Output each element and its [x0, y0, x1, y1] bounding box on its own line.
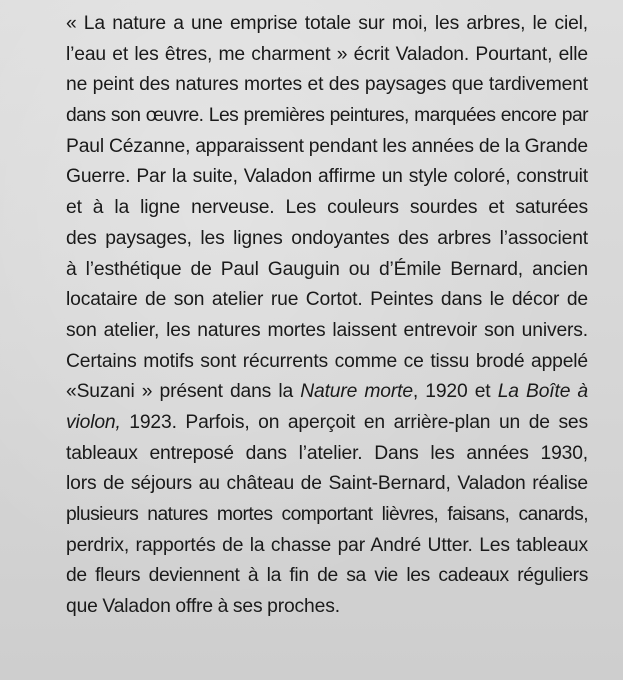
text-line-11: son atelier, les natures mortes laissent entrevoir son univers. [66, 319, 588, 341]
text-line-8: des paysages, les lignes ondoyantes des arbres l’associent [66, 227, 588, 249]
text-line-14: violon, 1923. Parfois, on aperçoit en arrière-plan un de ses [66, 411, 588, 433]
text-line-20: que Valadon offre à ses proches. [66, 596, 340, 618]
text-line-1: « La nature a une emprise totale sur moi, les arbres, le ciel, [66, 13, 588, 34]
text-line-18: perdrix, rapportés de la chasse par André Utter. Les tableaux [66, 534, 588, 556]
text-line-10: locataire de son atelier rue Cortot. Peintes dans le décor de [66, 289, 588, 311]
text-line-5: Paul Cézanne, apparaissent pendant les années de la Grande [66, 135, 588, 157]
text-line-6: Guerre. Par la suite, Valadon affirme un style coloré, construit [66, 166, 588, 188]
artwork-title-la-boite-a-violon-part2: violon, [66, 411, 121, 433]
text-line-15: tableaux entreposé dans l’atelier. Dans les années 1930, [66, 442, 588, 464]
text-line-7: et à la ligne nerveuse. Les couleurs sourdes et saturées [66, 197, 588, 219]
text-line-12: Certains motifs sont récurrents comme ce tissu brodé appelé [66, 350, 588, 372]
text-line-19: de fleurs deviennent à la fin de sa vie les cadeaux réguliers [66, 565, 588, 587]
text-line-9: à l’esthétique de Paul Gauguin ou d’Émile Bernard, ancien [66, 258, 588, 280]
text-line-4: dans son œuvre. Les premières peintures, marquées encore par [66, 105, 588, 127]
artwork-title-nature-morte: Nature morte [300, 381, 413, 403]
artwork-title-la-boite-a-violon-part1: La Boîte à [497, 381, 589, 403]
text-line-2: l’eau et les êtres, me charment » écrit Valadon. Pourtant, elle [66, 43, 588, 65]
text-line-13: «Suzani » présent dans la Nature morte, 1920 et La Boîte à [66, 381, 589, 403]
exhibition-wall-text [66, 9, 588, 623]
text-line-17: plusieurs natures mortes comportant lièvres, faisans, canards, [66, 504, 588, 525]
text-line-16: lors de séjours au château de Saint-Bernard, Valadon réalise [66, 473, 588, 495]
text-line-3: ne peint des natures mortes et des paysages que tardivement [66, 74, 588, 96]
